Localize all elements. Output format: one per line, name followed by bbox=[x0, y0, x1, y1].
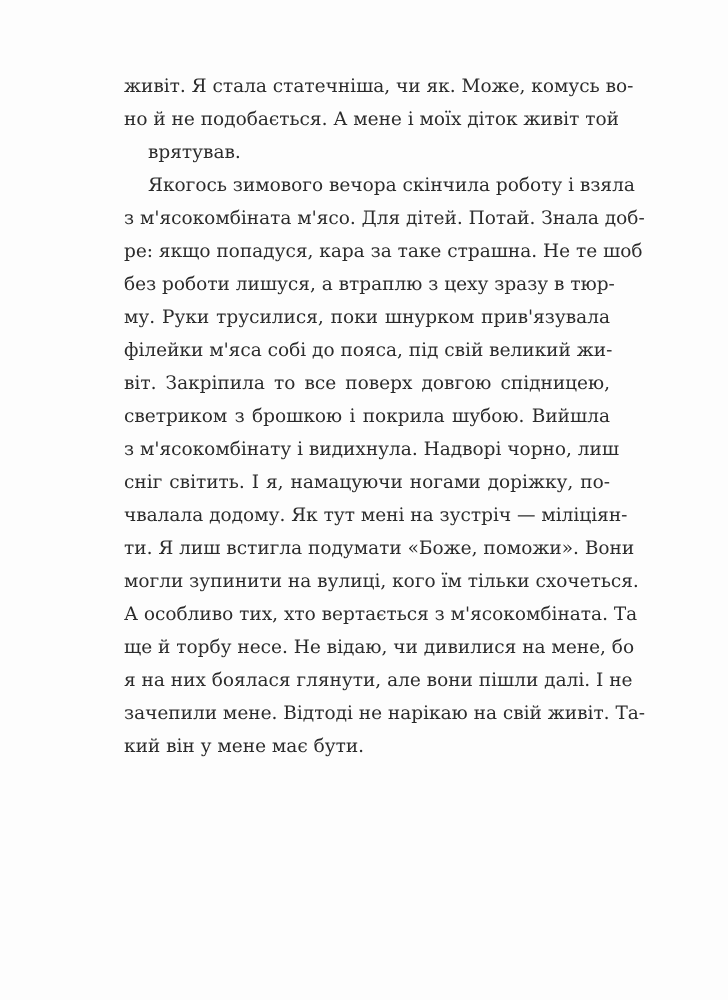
paragraph-start-line: Якогось зимового вечора скінчила роботу і взяла bbox=[148, 175, 635, 196]
text-line: віт. Закріпила то все поверх довгою спідницею, bbox=[124, 373, 610, 394]
text-line: могли зупинити на вулиці, кого їм тільки схочеться. bbox=[124, 571, 639, 592]
text-line: кий він у мене має бути. bbox=[124, 736, 365, 757]
text-line: врятував. bbox=[148, 142, 241, 163]
text-line: светриком з брошкою і покрила шубою. Вийшла bbox=[124, 406, 610, 427]
body-text bbox=[124, 70, 646, 763]
text-line: з м'ясокомбінату і видихнула. Надворі чорно, лиш bbox=[124, 439, 620, 460]
text-line: без роботи лишуся, а втраплю з цеху зразу в тюр- bbox=[124, 274, 615, 295]
text-line: чвалала додому. Як тут мені на зустріч — міліціян- bbox=[124, 505, 628, 526]
text-line: зачепили мене. Відтоді не нарікаю на свій живіт. Та- bbox=[124, 703, 646, 724]
text-line: А особливо тих, хто вертається з м'ясокомбіната. Та bbox=[124, 604, 638, 625]
text-line: з м'ясокомбіната м'ясо. Для дітей. Потай. Знала доб- bbox=[124, 208, 645, 229]
text-line: му. Руки трусилися, поки шнурком прив'язувала bbox=[124, 307, 610, 328]
text-line: філейки м'яса собі до пояса, під свій великий жи- bbox=[124, 340, 613, 361]
text-line: но й не подобається. А мене і моїх діток живіт той bbox=[124, 109, 619, 130]
text-line: ще й торбу несе. Не відаю, чи дивилися на мене, бо bbox=[124, 637, 635, 658]
text-line: ти. Я лиш встигла подумати «Боже, поможи». Вони bbox=[124, 538, 635, 559]
text-line: сніг світить. І я, намацуючи ногами доріжку, по- bbox=[124, 472, 610, 493]
text-line: ре: якщо попадуся, кара за таке страшна. Не те шоб bbox=[124, 241, 643, 262]
text-line: живіт. Я стала статечніша, чи як. Може, комусь во- bbox=[124, 76, 634, 97]
text-line: я на них боялася глянути, але вони пішли далі. І не bbox=[124, 670, 633, 691]
